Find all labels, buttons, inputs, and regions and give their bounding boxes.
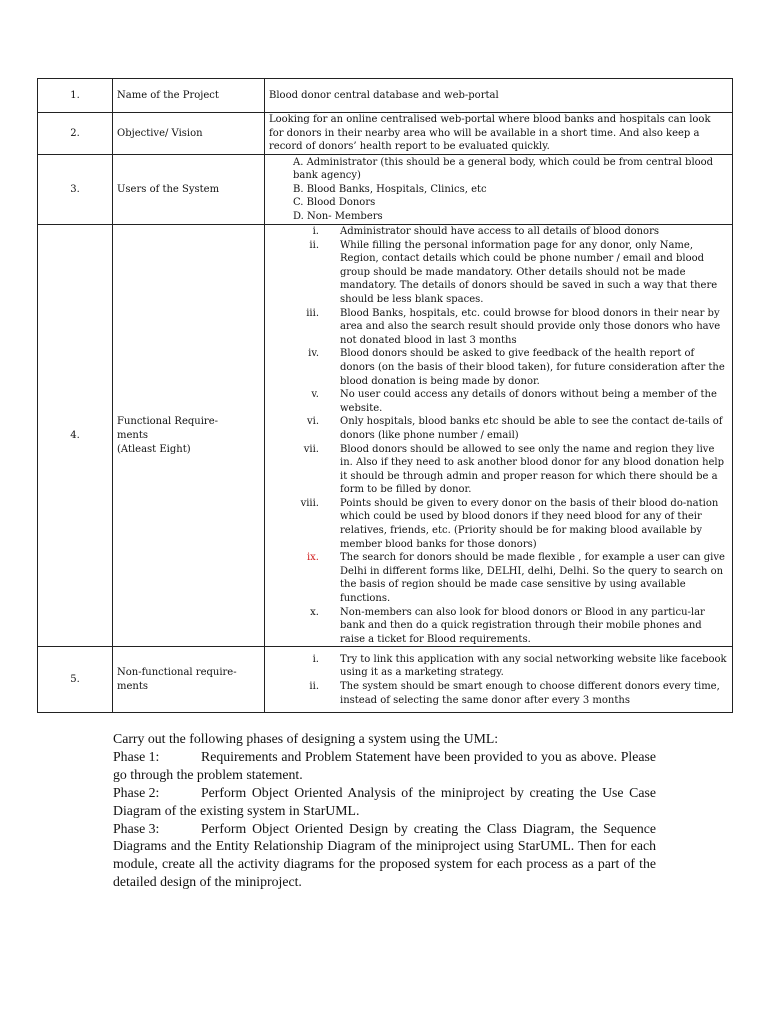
phase-label: Phase 2: [113, 784, 160, 800]
row-label [113, 647, 265, 713]
list-item [269, 225, 728, 239]
list-item [269, 680, 728, 707]
row-label: Objective/ Vision [113, 113, 265, 155]
phase-label: Phase 1: [113, 748, 160, 764]
item-numeral: iv. [308, 348, 319, 360]
user-item: A. Administrator (this should be a general body, which could be from central blood bank agency) [293, 156, 714, 182]
row-label-line: ments [117, 429, 148, 441]
item-text: Try to link this application with any social networking website like facebook using it as a marketing strategy. [340, 653, 727, 679]
list-item [269, 388, 728, 415]
user-item: B. Blood Banks, Hospitals, Clinics, etc [293, 183, 487, 195]
table-row-objective [38, 113, 733, 155]
list-item [269, 347, 728, 388]
project-name-value: Blood donor central database and web-portal [265, 79, 733, 113]
row-number: 3. [38, 155, 113, 225]
row-label-line: Non-functional require- [117, 667, 237, 679]
item-text: Only hospitals, blood banks etc should be able to see the contact de-tails of donors (like phone number / email) [340, 416, 723, 441]
phase-text: Perform Object Oriented Analysis of the miniproject by creating the Use Case Diagram of the existing system in StarUML. [113, 784, 656, 818]
row-label-line: Functional Require- [117, 416, 219, 428]
phase-text: Requirements and Problem Statement have been provided to you as above. Please go through the problem statement. [113, 748, 656, 782]
item-text: The search for donors should be made flexible , for example a user can give Delhi in different forms like, DELHI, delhi, Delhi. So the query to search on the basis of region should be made case sensitive by using available functions. [340, 552, 725, 605]
row-label [113, 225, 265, 647]
item-numeral: iii. [306, 307, 319, 319]
list-item [269, 497, 728, 551]
table-row-project-name [38, 79, 733, 113]
item-text: Administrator should have access to all details of blood donors [340, 226, 659, 237]
instructions-intro: Carry out the following phases of designing a system using the UML: [113, 731, 499, 746]
table-row-users [38, 155, 733, 225]
nonfunctional-requirements-list [265, 647, 733, 713]
item-text: Non-members can also look for blood donors or Blood in any particu-lar bank and then do a quick registration through their mobile phones and raise a ticket for Blood requirements. [340, 606, 705, 645]
item-numeral: x. [310, 606, 319, 618]
item-text: Points should be given to every donor on the basis of their blood do-nation which could be used by blood donors if they need blood for any of their relatives, friends, etc. (Priority should be for making blood available by member blood banks for those donors) [340, 497, 719, 550]
phase-label: Phase 3: [113, 820, 160, 836]
row-label: Name of the Project [113, 79, 265, 113]
functional-requirements-list [265, 225, 733, 647]
item-text: While filling the personal information page for any donor, only Name, Region, contact details which could be phone number / email and blood group should be made mandatory. Other details should not be made mandatory. The details of donors should be saved in such a way that there should be less blank spaces. [340, 239, 718, 305]
row-number: 2. [38, 113, 113, 155]
phase-text: Perform Object Oriented Design by creating the Class Diagram, the Sequence Diagrams and the Entity Relationship Diagram of the miniproject using StarUML. Then for each module, create all the activity diagrams for the proposed system for each process as a part of the detailed design of the miniproject. [113, 820, 656, 890]
list-item [269, 551, 728, 605]
item-numeral: ii. [309, 680, 319, 692]
row-label-line: (Atleast Eight) [117, 443, 191, 455]
user-item: C. Blood Donors [293, 197, 376, 209]
item-text: No user could access any details of donors without being a member of the website. [340, 389, 717, 414]
users-list [265, 155, 733, 225]
item-numeral: v. [311, 389, 319, 401]
row-number: 5. [38, 647, 113, 713]
list-item [269, 415, 728, 442]
item-numeral: i. [312, 653, 319, 665]
phase-paragraph [113, 748, 656, 784]
table-row-nonfunctional [38, 647, 733, 713]
item-text: Blood donors should be asked to give feedback of the health report of donors (on the basis of their blood taken), for future consideration after the blood donation is being made by donor. [340, 348, 725, 387]
item-numeral: vi. [306, 416, 319, 428]
list-item [269, 606, 728, 647]
item-numeral: viii. [300, 497, 319, 509]
phase-paragraph [113, 820, 656, 892]
table-row-functional [38, 225, 733, 647]
objective-value: Looking for an online centralised web-portal where blood banks and hospitals can look for donors in their nearby area who will be available in a short time. And also keep a record of donors’ health report to be evaluated quickly. [265, 113, 733, 155]
requirements-table [37, 78, 733, 713]
item-numeral-highlighted: ix. [306, 552, 319, 564]
user-item: D. Non- Members [293, 210, 383, 222]
list-item [269, 239, 728, 307]
list-item [269, 443, 728, 497]
row-label-line: ments [117, 680, 148, 692]
item-numeral: vii. [303, 443, 319, 455]
item-text: The system should be smart enough to choose different donors every time, instead of selecting the same donor after every 3 months [340, 680, 720, 706]
instructions-block [113, 730, 656, 891]
item-text: Blood donors should be allowed to see only the name and region they live in. Also if they need to ask another blood donor for any blood donation help it should be through admin and proper reason for which there should be a form to be filled by donor. [340, 443, 725, 496]
row-number: 4. [38, 225, 113, 647]
phase-paragraph [113, 784, 656, 820]
list-item [269, 307, 728, 348]
row-label: Users of the System [113, 155, 265, 225]
row-number: 1. [38, 79, 113, 113]
item-text: Blood Banks, hospitals, etc. could browse for blood donors in their near by area and also the search result should provide only those donors who have not donated blood in last 3 months [340, 307, 721, 346]
list-item [269, 653, 728, 680]
item-numeral: ii. [309, 239, 319, 251]
item-numeral: i. [312, 226, 319, 237]
